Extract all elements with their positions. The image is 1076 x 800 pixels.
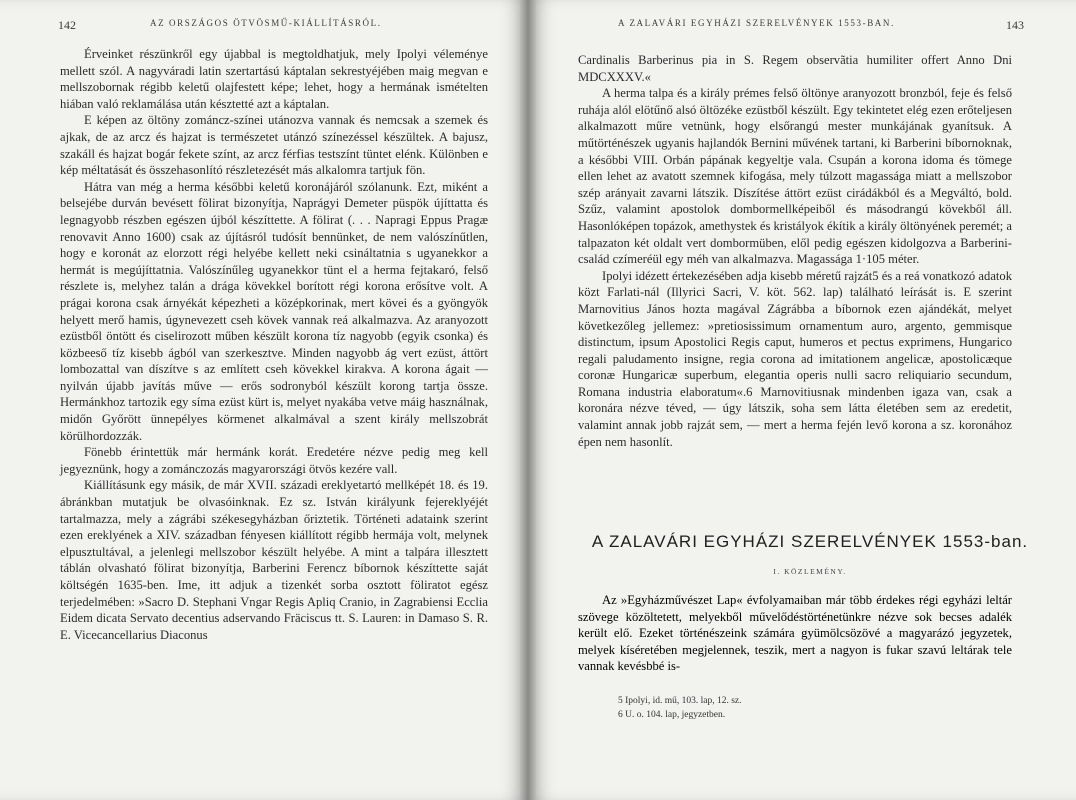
page-number: 143	[1006, 18, 1024, 32]
left-page	[0, 0, 528, 800]
paragraph: Cardinalis Barberinus pia in S. Regem observãtia humiliter offert Anno Dni MDCXXXV.«	[578, 53, 1012, 84]
running-head: AZ ORSZÁGOS ÖTVÖSMŰ-KIÁLLÍTÁSRÓL.	[150, 18, 382, 28]
paragraph: Érveinket részünkről egy újabbal is megtoldhatjuk, mely Ipolyi véleménye mellett szól. A nagyváradi latin szertartású káptalan sekrestyéjében maig megvan e mellszobornak régibb keletű olajfestett képe; lehet, hogy a hermának ismételten hiában való reklamálása után késztetté azt a káptalan.	[60, 47, 488, 111]
right-page-body	[578, 52, 1012, 450]
left-page-body	[60, 46, 488, 643]
paragraph: Ipolyi idézett értekezésében adja kisebb méretű rajzát5 és a reá vonatkozó adatok közt Farlati-nál (Illyrici Sacri, V. köt. 562. lap) található leírását is. E szerint Marnovitius János hozta magával Zágrábba a bíbornok ezen ajándékát, melyet következőleg jellemez: »pretiosissimum ornamentum auro, argento, gemmisque distinctum, ipsum Apostolici Regis caput, humeros et pectus exprimens, Hungarico regali paludamento insigne, regia corona ad imitationem angelicæ, apostolicæque coronæ Hungaricæ superbum, elegantia operis nulli sacro reliquiario secundum, Romana industria elaboratum«.6 Marnovitiusnak mindenben igaza van, csak a koronára nézve téved, — úgy látszik, soha sem látta életében sem az eredetit, valamint annak jobb rajzát sem, — mert a herma fején levő korona a sz. koronához épen nem hasonlít.	[578, 268, 1012, 449]
running-head: A ZALAVÁRI EGYHÁZI SZERELVÉNYEK 1553-BAN.	[618, 18, 895, 28]
paragraph: E képen az öltöny zománcz-színei utánozva vannak és nemcsak a szemek és ajkak, de az arcz és hajzat is természetet utánzó színezéssel készültek. A bajusz, szakáll és hajzat bogár fekete színt, az arcz férfias testszínt tüntet elénk. Különben e kép méltatását és összehasonlító részletezését más alkalomra tartjuk fön.	[60, 113, 488, 178]
section-subtitle: I. KÖZLEMÉNY.	[773, 567, 847, 576]
footnotes	[618, 694, 1018, 722]
page-number: 142	[58, 18, 76, 32]
paragraph: Az »Egyházművészet Lap« évfolyamaiban már több érdekes régi egyházi leltár szövege közöltetett, melyekből művelődéstörténetünkre nézve sok becses adalék került elő. Ezeket történészeink számára gyümölcsözövé a magyarázó jegyzetek, melyek kíséretében megjelennek, teszik, mert a nagyon is fukar szavú leltárak tele vannak kevésbbé is-	[578, 593, 1012, 674]
section-body	[578, 592, 1012, 675]
footnote: 6 U. o. 104. lap, jegyzetben.	[618, 710, 726, 720]
paragraph: Hátra van még a herma későbbi keletű koronájáról szólanunk. Ezt, miként a belsejébe durván bevésett fölirat bizonyítja, Naprágyi Demeter püspök újíttatta és legnagyobb részben egészen újból készíttette. A fölirat (. . . Napragi Eppus Pragæ renovavit Anno 1600) csak az újításról tudósít bennünket, de nem valószínűtlen, hogy e koronát az elorzott régi helyébe kellett neki csináltatnia s ugyanekkor a hermát is megújíttatnia. Valószínűleg ugyanekkor tünt el a herma fejtakaró, felső részlete is, melyhez talán a drága kövekkel borított régi korona erősítve volt. A prágai korona csak árnyékát képezheti a középkorinak, mert kövei és a gyöngyök helyett merő hamis, úgynevezett cseh kövek vannak reá alkalmazva. Az aranyozott ezüstből öntött és ciselirozott műben készült korona tíz nagyobb (egyik csonka) és közbeeső tíz kisebb ágból van szerkesztve. Minden nagyobb ág vert ezüst, áttört lombozattal van díszítve s az említett cseh kövekkel kirakva. A korona ágait — nyilván újabb javítás műve — erős sodronyból készült korong tartja össze. Hermánkhoz tartozik egy síma ezüst kürt is, melyet nyakába vetve máig használnak, midőn Győrött ünnepélyes körmenet alkalmával a szent király mellszobrát körülhordozzák.	[60, 179, 488, 443]
footnote: 5 Ipolyi, id. mű, 103. lap, 12. sz.	[618, 696, 742, 706]
paragraph: A herma talpa és a király prémes felső öltönye aranyozott bronzból, feje és felső ruhája alól elötűnő alsó öltözéke ezüstből készült. Egy tekintetet elég ezen erőteljesen alkalmazott műre vetnünk, hogy elsőrangú mester munkájának gyanítsuk. A műtörténészek ugyanis hajlandók Bernini művének tartani, ki Barberini bíbornoknak, a későbbi VIII. Orbán pápának kegyeltje vala. Csupán a korona idoma és tömege ellen lehet az avatott szemnek kifogása, mely túlzott magassága miatt a mellszobor szép arányait zavarni látszik. Díszítése áttört ezüst cirádákból és a Megváltó, bold. Szűz, valamint apostolok dombormellképeiből és másodrangú kövekből áll. Hasonlóképen topázok, amethystek és kristályok ékítik a király öltönyének peremét; a talpazaton két oldalt vert dombormüben, elől pedig egészen kidolgozva a Barberini-család czímeréül egy méh van alkalmazva. Magassága 1·105 méter.	[578, 86, 1013, 267]
paragraph: Kiállításunk egy másik, de már XVII. századi ereklyetartó mellképét 18. és 19. ábránkban mutatjuk be olvasóinknak. Ez sz. István királyunk fejereklyéjét tartalmazza, mely a zágrábi székesegyházban őriztetik. Történeti adataink szerint ezen ereklyének a XIV. században fényesen kiállított régibb hermája volt, melynek elpusztultával, a jelenlegi mellszobor készült helyébe. A mint a talpára illesztett táblán olvasható fölirat bizonyítja, Barberini Ferencz bíbornok készíttette saját költségén 1635-ben. Ime, itt adjuk a tizenkét sorba osztott föliratot egész terjedelmében: »Sacro D. Stephani Vngar Regis Apliq Cranio, in Zagrabiensi Ecclia Eidem dicata Servato decentius adservando Fräciscus tt. S. Lauren: in Damaso S. R. E. Vicecancellarius Diaconus	[60, 478, 488, 642]
book-gutter	[520, 0, 536, 800]
right-page	[528, 0, 1076, 800]
paragraph: Fönebb érintettük már hermánk korát. Eredetére nézve pedig meg kell jegyeznünk, hogy a zománczozás magyarországi ötvös kezére vall.	[60, 445, 488, 476]
section-title: A ZALAVÁRI EGYHÁZI SZERELVÉNYEK 1553-ban.	[591, 532, 1029, 551]
